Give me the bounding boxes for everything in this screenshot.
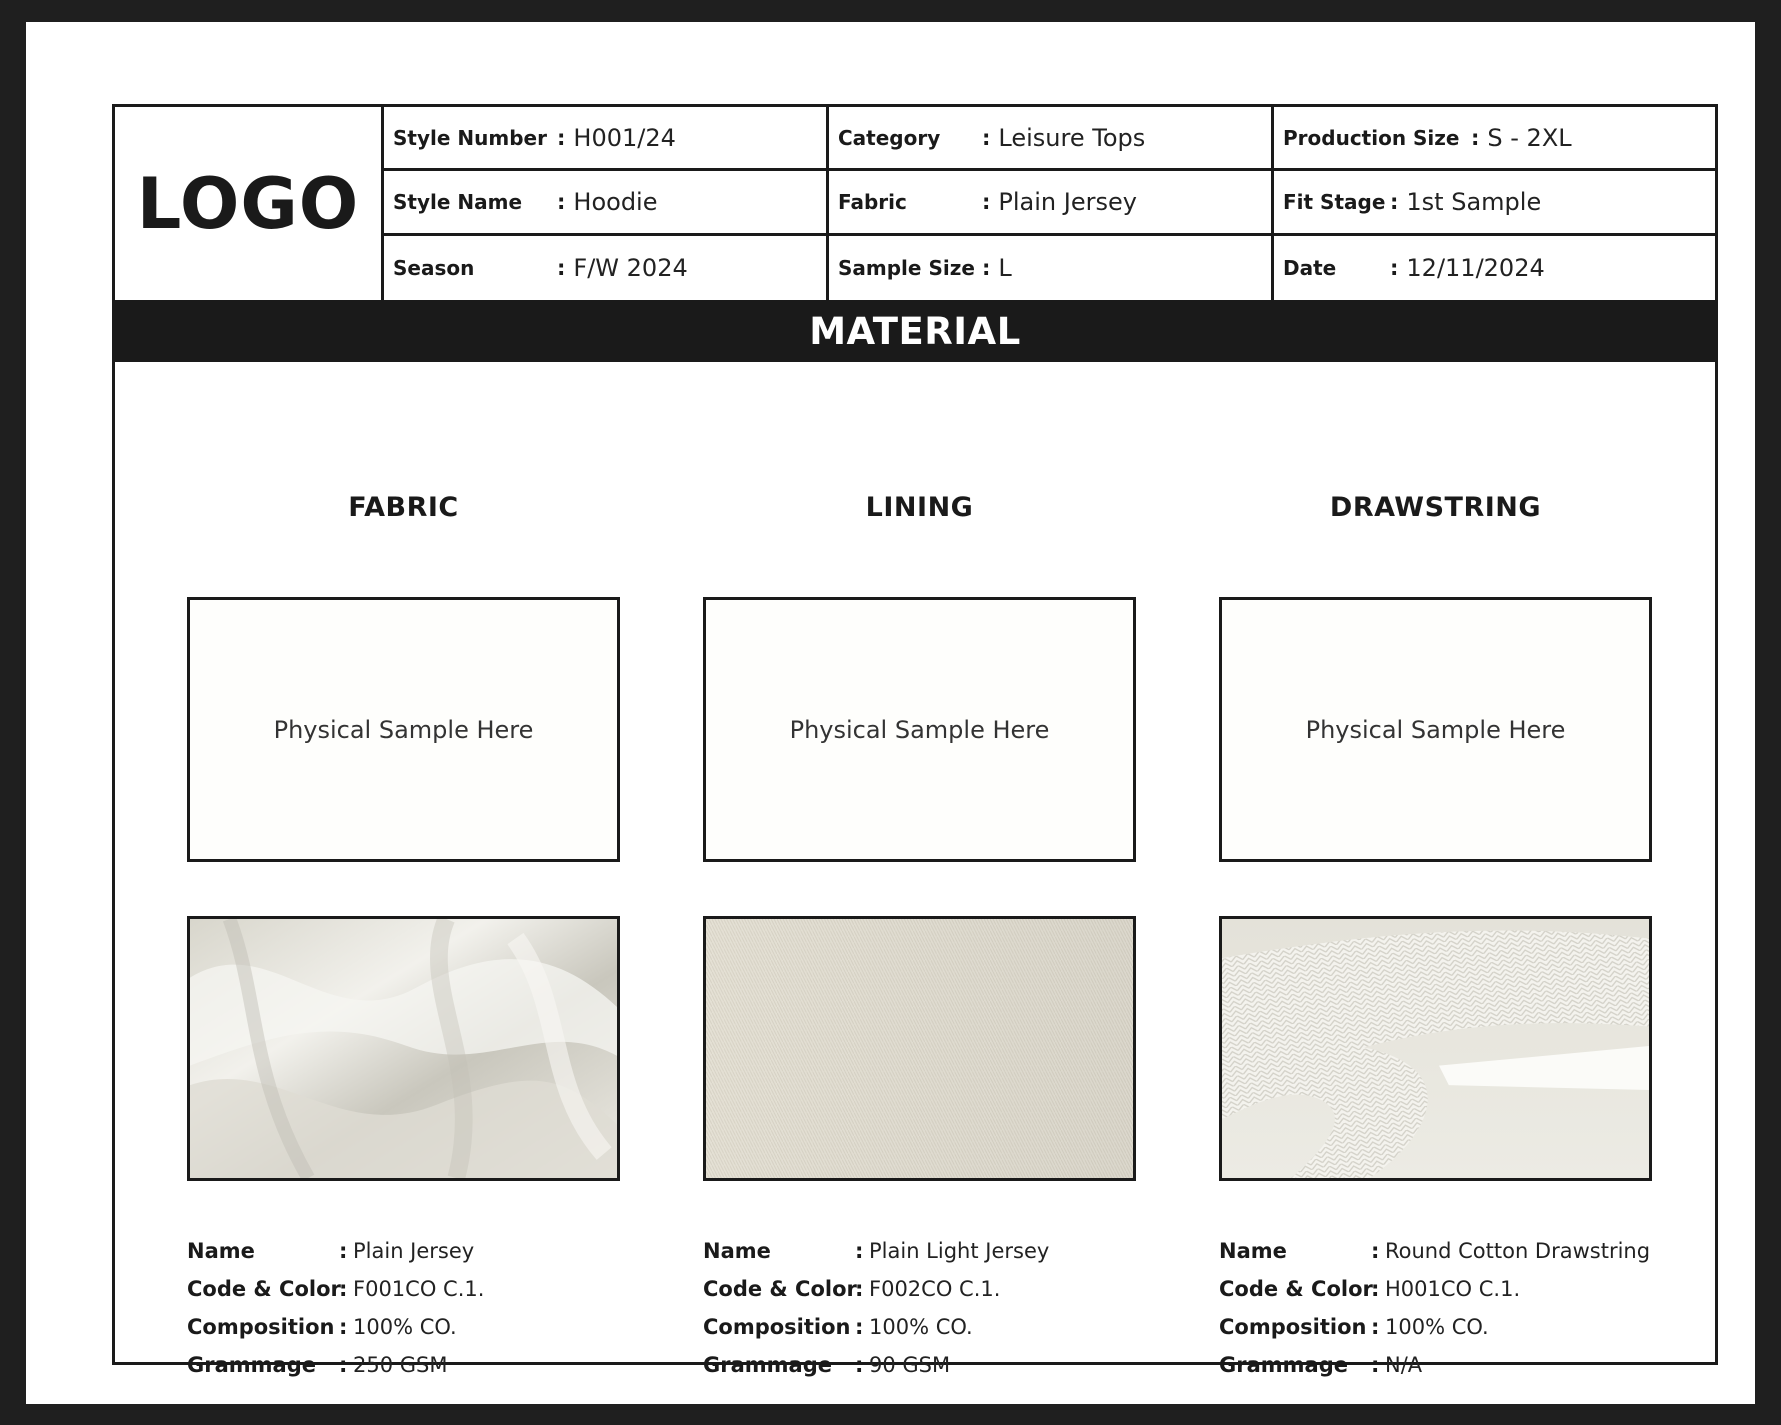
info-cell-category xyxy=(829,107,1274,171)
spec-colon: : xyxy=(855,1315,864,1339)
spec-colon: : xyxy=(339,1239,348,1263)
material-title: DRAWSTRING xyxy=(1329,492,1542,523)
material-specs xyxy=(1219,1232,1689,1384)
spec-label: Name xyxy=(1219,1239,1287,1263)
spec-colon: : xyxy=(855,1353,864,1377)
info-colon: : xyxy=(982,256,991,280)
spec-row-code-color xyxy=(187,1270,657,1308)
info-value: Plain Jersey xyxy=(998,188,1137,216)
material-title: FABRIC xyxy=(348,492,459,523)
spec-row-name xyxy=(187,1232,657,1270)
fabric-photo xyxy=(187,916,620,1181)
spec-row-grammage xyxy=(703,1346,1173,1384)
info-cell-fit-stage xyxy=(1274,171,1715,236)
info-value: 1st Sample xyxy=(1406,188,1542,216)
header xyxy=(115,107,1715,300)
spec-label: Grammage xyxy=(1219,1353,1348,1377)
info-value: 12/11/2024 xyxy=(1406,254,1545,282)
info-cell-fabric xyxy=(829,171,1274,236)
spec-label: Composition xyxy=(1219,1315,1367,1339)
spec-label: Name xyxy=(703,1239,771,1263)
info-colon: : xyxy=(1471,125,1480,150)
material-specs xyxy=(187,1232,657,1384)
spec-label: Name xyxy=(187,1239,255,1263)
info-label: Fit Stage xyxy=(1283,190,1386,214)
spec-value: 100% CO. xyxy=(353,1315,457,1339)
info-label: Category xyxy=(838,125,941,150)
spec-row-name xyxy=(703,1232,1173,1270)
spec-colon: : xyxy=(1371,1239,1380,1263)
info-value: Hoodie xyxy=(573,188,658,216)
lining-photo-image xyxy=(706,919,1133,1178)
spec-colon: : xyxy=(339,1277,348,1301)
spec-colon: : xyxy=(855,1239,864,1263)
info-value: L xyxy=(998,254,1012,282)
info-value: Leisure Tops xyxy=(998,123,1146,152)
spec-row-code-color xyxy=(1219,1270,1689,1308)
spec-value: 100% CO. xyxy=(1385,1315,1489,1339)
info-label: Sample Size xyxy=(838,256,975,280)
info-label: Date xyxy=(1283,256,1337,280)
spec-colon: : xyxy=(1371,1315,1380,1339)
physical-sample-box: Physical Sample Here xyxy=(187,597,620,862)
info-cell-style-number xyxy=(384,107,829,171)
spec-row-grammage xyxy=(1219,1346,1689,1384)
info-label: Fabric xyxy=(838,190,907,214)
spec-label: Composition xyxy=(187,1315,335,1339)
info-value: F/W 2024 xyxy=(573,254,688,282)
info-colon: : xyxy=(982,190,991,214)
spec-label: Code & Color xyxy=(187,1277,341,1301)
spec-colon: : xyxy=(339,1353,348,1377)
physical-sample-box: Physical Sample Here xyxy=(703,597,1136,862)
section-title-bar: MATERIAL xyxy=(115,300,1715,362)
info-value: H001/24 xyxy=(573,123,676,152)
info-cell-sample-size xyxy=(829,236,1274,300)
info-value: S - 2XL xyxy=(1487,123,1572,152)
spec-row-name xyxy=(1219,1232,1689,1270)
logo-cell xyxy=(115,107,384,300)
info-label: Season xyxy=(393,256,475,280)
spec-value: 250 GSM xyxy=(353,1353,448,1377)
spec-label: Composition xyxy=(703,1315,851,1339)
info-cell-season xyxy=(384,236,829,300)
spec-value: N/A xyxy=(1385,1353,1423,1377)
spec-value: Plain Light Jersey xyxy=(869,1239,1050,1263)
tech-sheet xyxy=(112,104,1718,1377)
material-specs xyxy=(703,1232,1173,1384)
spec-row-composition xyxy=(1219,1308,1689,1346)
spec-value: 100% CO. xyxy=(869,1315,973,1339)
info-colon: : xyxy=(982,125,991,150)
info-label: Style Name xyxy=(393,190,523,214)
spec-row-grammage xyxy=(187,1346,657,1384)
info-colon: : xyxy=(1390,256,1399,280)
info-colon: : xyxy=(1390,190,1399,214)
spec-value: F002CO C.1. xyxy=(869,1277,1001,1301)
info-colon: : xyxy=(557,190,566,214)
tech-sheet-page xyxy=(26,22,1755,1404)
spec-colon: : xyxy=(339,1315,348,1339)
spec-row-composition xyxy=(187,1308,657,1346)
spec-value: Plain Jersey xyxy=(353,1239,475,1263)
physical-sample-box: Physical Sample Here xyxy=(1219,597,1652,862)
spec-value: 90 GSM xyxy=(869,1353,951,1377)
info-cell-production-size xyxy=(1274,107,1715,171)
fabric-photo-image xyxy=(190,919,617,1178)
spec-value: H001CO C.1. xyxy=(1385,1277,1521,1301)
spec-label: Code & Color xyxy=(1219,1277,1373,1301)
spec-label: Code & Color xyxy=(703,1277,857,1301)
info-label: Production Size xyxy=(1283,125,1460,150)
spec-row-composition xyxy=(703,1308,1173,1346)
material-title: LINING xyxy=(865,492,974,523)
info-cell-style-name xyxy=(384,171,829,236)
lining-photo xyxy=(703,916,1136,1181)
drawstring-photo-image xyxy=(1222,919,1649,1178)
spec-row-code-color xyxy=(703,1270,1173,1308)
info-label: Style Number xyxy=(393,125,547,150)
info-colon: : xyxy=(557,125,566,150)
info-colon: : xyxy=(557,256,566,280)
info-grid xyxy=(384,107,1715,300)
drawstring-photo xyxy=(1219,916,1652,1181)
spec-colon: : xyxy=(1371,1353,1380,1377)
spec-colon: : xyxy=(855,1277,864,1301)
spec-colon: : xyxy=(1371,1277,1380,1301)
info-cell-date xyxy=(1274,236,1715,300)
spec-label: Grammage xyxy=(187,1353,316,1377)
spec-label: Grammage xyxy=(703,1353,832,1377)
spec-value: F001CO C.1. xyxy=(353,1277,485,1301)
logo: LOGO xyxy=(136,162,360,245)
spec-value: Round Cotton Drawstring xyxy=(1385,1239,1651,1263)
